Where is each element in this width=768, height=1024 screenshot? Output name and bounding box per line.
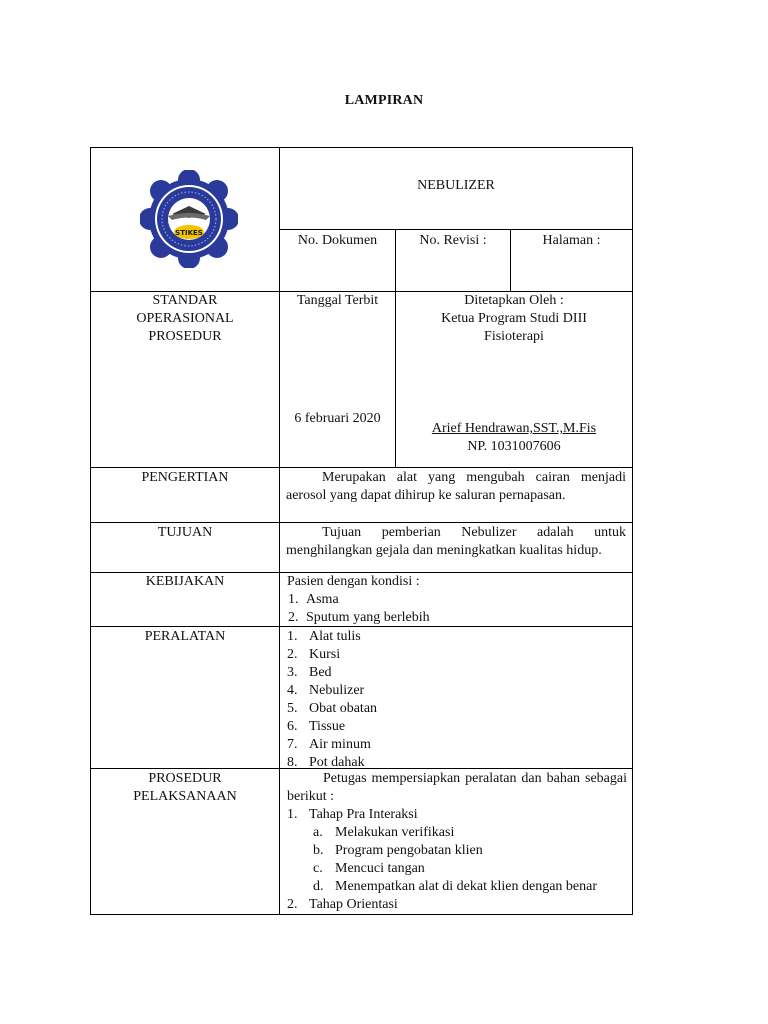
sop-label-line: STANDAR <box>152 293 218 308</box>
step-number: 1. <box>287 807 298 822</box>
step-item <box>287 896 627 914</box>
sop-label-line: PROSEDUR <box>148 329 222 344</box>
sop-title: NEBULIZER <box>417 178 495 193</box>
prosedur-substeps <box>287 824 627 896</box>
kebijakan-label: KEBIJAKAN <box>145 574 225 589</box>
list-text: Obat obatan <box>309 701 378 716</box>
step-text: Tahap Pra Interaksi <box>309 807 418 822</box>
tujuan-label: TUJUAN <box>157 525 213 540</box>
list-number: 2. <box>288 610 299 625</box>
substep-text: Program pengobatan klien <box>335 843 483 858</box>
page-heading: LAMPIRAN <box>344 93 424 108</box>
list-text: Pot dahak <box>309 755 365 770</box>
substep-letter: b. <box>313 843 324 858</box>
list-number: 7. <box>287 737 298 752</box>
list-number: 3. <box>287 665 298 680</box>
issued-label: Tanggal Terbit <box>296 293 379 308</box>
list-text: Kursi <box>309 647 341 662</box>
pengertian-text: Merupakan alat yang mengubah cairan menjadi aerosol yang dapat dihirup ke saluran pernapasan. <box>286 470 626 503</box>
signer-name: Arief Hendrawan,SST.,M.Fis <box>431 421 597 436</box>
prosedur-intro: Petugas mempersiapkan peralatan dan bahan sebagai berikut : <box>287 771 627 804</box>
substep-letter: c. <box>313 861 323 876</box>
list-item <box>287 646 627 664</box>
prosedur-content <box>287 770 627 914</box>
substep-item <box>313 824 627 842</box>
list-text: Asma <box>306 592 339 607</box>
step-text: Tahap Orientasi <box>309 897 398 912</box>
list-number: 1. <box>288 592 299 607</box>
set-by-line: Ditetapkan Oleh : <box>464 293 564 308</box>
list-number: 6. <box>287 719 298 734</box>
issued-date: 6 februari 2020 <box>294 411 381 426</box>
set-by-line: Ketua Program Studi DIII <box>441 311 587 326</box>
substep-item <box>313 878 627 896</box>
prosedur-steps <box>287 806 627 824</box>
signer-np: NP. 1031007606 <box>467 439 561 454</box>
sop-label-line: OPERASIONAL <box>136 311 234 326</box>
list-item <box>287 736 627 754</box>
kebijakan-list <box>287 591 627 627</box>
list-text: Nebulizer <box>309 683 365 698</box>
prosedur-steps-2 <box>287 896 627 914</box>
list-number: 1. <box>287 629 298 644</box>
substep-item <box>313 842 627 860</box>
substep-letter: d. <box>313 879 324 894</box>
list-number: 2. <box>287 647 298 662</box>
peralatan-list <box>287 628 627 772</box>
kebijakan-intro: Pasien dengan kondisi : <box>287 574 420 589</box>
list-item <box>287 664 627 682</box>
list-item <box>287 628 627 646</box>
prosedur-label-line: PROSEDUR <box>148 771 222 786</box>
doc-number-label: No. Dokumen <box>297 233 378 248</box>
list-number: 5. <box>287 701 298 716</box>
list-text: Sputum yang berlebih <box>306 610 430 625</box>
list-text: Air minum <box>309 737 371 752</box>
stikes-seal-icon <box>140 170 238 268</box>
logo-text: STIKES <box>175 229 203 237</box>
list-item <box>287 718 627 736</box>
peralatan-label: PERALATAN <box>144 629 226 644</box>
prosedur-label <box>91 770 279 806</box>
substep-item <box>313 860 627 878</box>
list-item <box>287 591 627 609</box>
peralatan-content <box>287 628 627 772</box>
step-item <box>287 806 627 824</box>
pengertian-label: PENGERTIAN <box>141 470 229 485</box>
substep-letter: a. <box>313 825 323 840</box>
set-by-line: Fisioterapi <box>484 329 544 344</box>
substep-text: Mencuci tangan <box>335 861 425 876</box>
page-label: Halaman : <box>542 233 601 248</box>
substep-text: Menempatkan alat di dekat klien dengan benar <box>335 879 598 894</box>
set-by <box>396 292 632 346</box>
tujuan-text: Tujuan pemberian Nebulizer adalah untuk menghilangkan gejala dan meningkatkan kualitas hidup. <box>286 525 626 558</box>
list-item <box>287 700 627 718</box>
list-item <box>287 682 627 700</box>
list-number: 4. <box>287 683 298 698</box>
list-number: 8. <box>287 755 298 770</box>
prosedur-label-line: PELAKSANAAN <box>133 789 237 804</box>
stikes-logo <box>140 170 238 268</box>
list-text: Tissue <box>309 719 346 734</box>
substep-text: Melakukan verifikasi <box>335 825 455 840</box>
sop-label <box>91 292 279 346</box>
list-item <box>287 609 627 627</box>
list-text: Bed <box>309 665 332 680</box>
list-text: Alat tulis <box>309 629 361 644</box>
kebijakan-content <box>287 573 627 627</box>
revision-label: No. Revisi : <box>419 233 487 248</box>
step-number: 2. <box>287 897 298 912</box>
